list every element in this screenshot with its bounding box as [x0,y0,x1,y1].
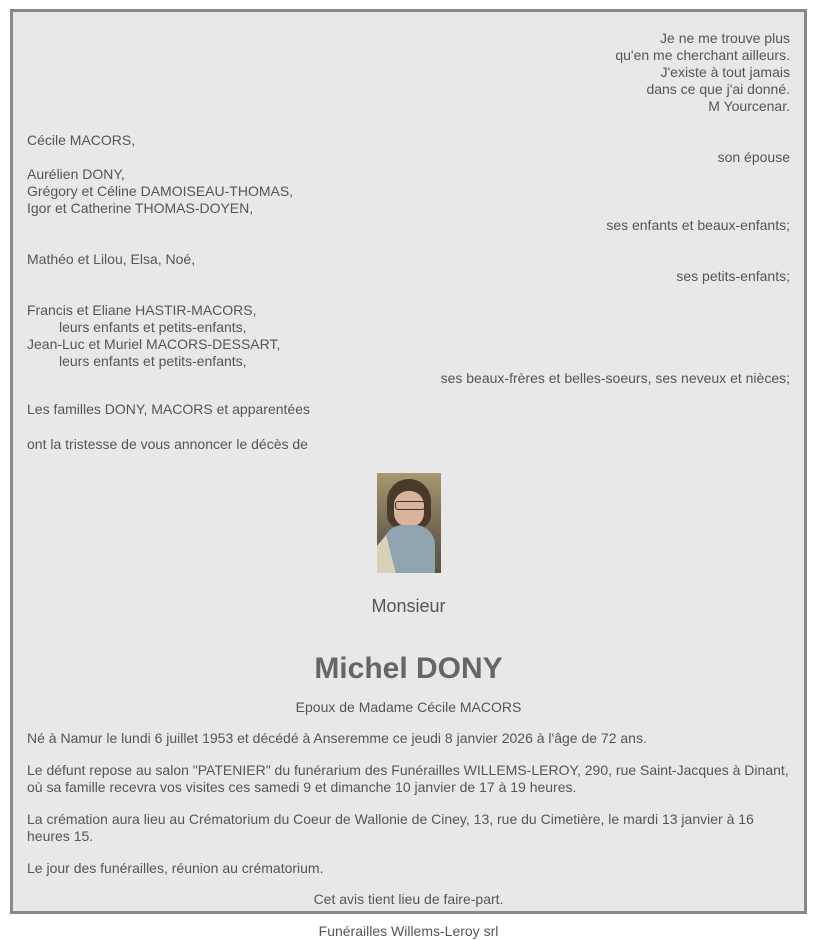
funeral-home-line: Funérailles Willems-Leroy srl [318,923,499,939]
poem-line: J'existe à tout jamais [660,64,790,80]
sibling-name: Jean-Luc et Muriel MACORS-DESSART, [27,336,281,352]
grandchildren-names: Mathéo et Lilou, Elsa, Noé, [27,251,196,267]
honorific: Monsieur [371,596,446,616]
spouse-of-line: Epoux de Madame Cécile MACORS [295,699,522,715]
obituary-card [10,9,807,939]
sibling-descendants: leurs enfants et petits-enfants, [59,353,247,369]
portrait-photo [377,473,441,573]
spouse-name: Cécile MACORS, [27,132,136,148]
siblings-role: ses beaux-frères et belles-soeurs, ses neveux et nièces; [440,370,790,386]
sibling-descendants: leurs enfants et petits-enfants, [59,319,247,335]
deceased-name: Michel DONY [314,652,503,685]
child-name: Grégory et Céline DAMOISEAU-THOMAS, [27,183,294,199]
child-name: Aurélien DONY, [27,166,125,182]
poem-line: Je ne me trouve plus [660,30,790,46]
families-line: Les familles DONY, MACORS et apparentées [27,401,310,417]
obituary-content [27,30,790,940]
birth-death-line: Né à Namur le lundi 6 juillet 1953 et décédé à Anseremme ce jeudi 8 janvier 2026 à l'âge de 72 ans. [27,730,647,746]
child-name: Igor et Catherine THOMAS-DOYEN, [27,200,254,216]
poem [27,30,790,115]
poem-line: dans ce que j'ai donné. [646,81,790,97]
cremation-line: La crémation aura lieu au Crématorium du Coeur de Wallonie de Ciney, 13, rue du Cimetière, le mardi 13 janvier à 16 heures 15. [27,811,754,844]
children-role: ses enfants et beaux-enfants; [606,217,790,233]
announcement-line: ont la tristesse de vous annoncer le décès de [27,436,308,452]
sibling-name: Francis et Eliane HASTIR-MACORS, [27,302,257,318]
poem-author: M Yourcenar. [708,98,790,114]
grandchildren-role: ses petits-enfants; [676,268,790,284]
funeral-day-line: Le jour des funérailles, réunion au crématorium. [27,860,324,876]
poem-line: qu'en me cherchant ailleurs. [615,47,790,63]
notice-line: Cet avis tient lieu de faire-part. [313,891,504,907]
viewing-line: Le défunt repose au salon "PATENIER" du funérarium des Funérailles WILLEMS-LEROY, 290, rue Saint-Jacques à Dinant, où sa famille recevra vos visites ces samedi 9 et dimanche 10 janvier de 17 à 19 heures. [27,762,789,795]
spouse-role: son épouse [717,149,790,165]
